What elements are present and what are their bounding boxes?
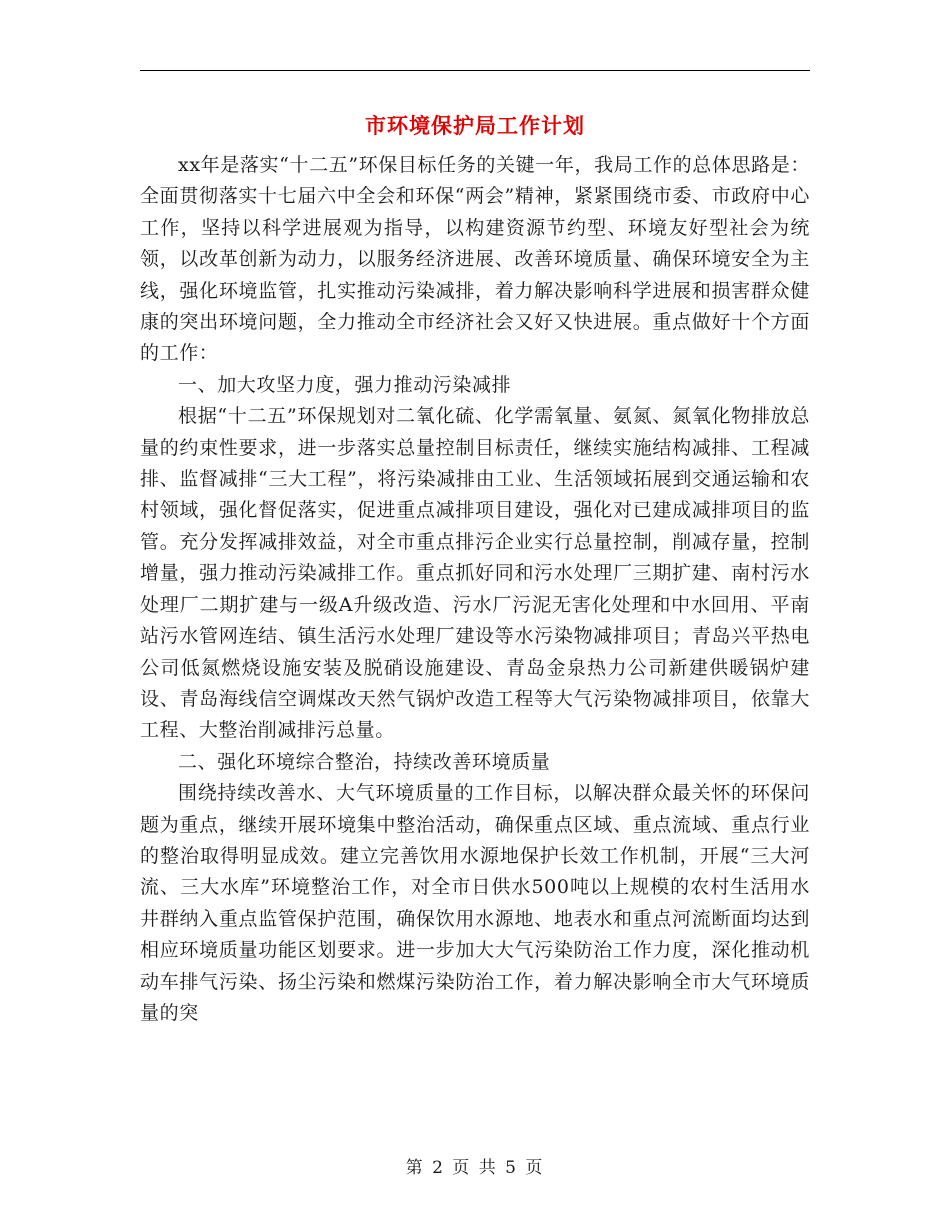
paragraph-section-2: 围绕持续改善水、大气环境质量的工作目标，以解决群众最关怀的环保问题为重点，继续开展环境集中整治活动，确保重点区域、重点流域、重点行业的整治取得明显成效。建立完善饮用水源地保护长效工作机制，开展“三大河流、三大水库”环境整治工作，对全市日供水500吨以上规模的农村生活用水井群纳入重点监管保护范围，确保饮用水源地、地表水和重点河流断面均达到相应环境质量功能区划要求。进一步加大大气污染防治工作力度，深化推动机动车排气污染、扬尘污染和燃煤污染防治工作，着力解决影响全市大气环境质量的突 bbox=[140, 782, 810, 1024]
section-heading-1: 一、加大攻坚力度，强力推动污染减排 bbox=[178, 373, 512, 396]
page-number-footer: 第 2 页 共 5 页 bbox=[405, 1158, 545, 1178]
header-rule bbox=[140, 70, 810, 71]
section-heading-2: 二、强化环境综合整治，持续改善环境质量 bbox=[178, 750, 551, 773]
document-title: 市环境保护局工作计划 bbox=[365, 113, 585, 138]
document-body bbox=[140, 150, 810, 1029]
paragraph-intro: xx年是落实“十二五”环保目标任务的关键一年，我局工作的总体思路是：全面贯彻落实十七届六中全会和环保“两会”精神，紧紧围绕市委、市政府中心工作，坚持以科学进展观为指导，以构建资源节约型、环境友好型社会为统领，以改革创新为动力，以服务经济进展、改善环境质量、确保环境安全为主线，强化环境监管，扎实推动污染减排，着力解决影响科学进展和损害群众健康的突出环境问题，全力推动全市经济社会又好又快进展。重点做好十个方面的工作： bbox=[140, 154, 810, 365]
paragraph-section-1: 根据“十二五”环保规划对二氧化硫、化学需氧量、氨氮、氮氧化物排放总量的约束性要求，进一步落实总量控制目标责任，继续实施结构减排、工程减排、监督减排“三大工程”，将污染减排由工业、生活领域拓展到交通运输和农村领域，强化督促落实，促进重点减排项目建设，强化对已建成减排项目的监管。充分发挥减排效益，对全市重点排污企业实行总量控制，削减存量，控制增量，强力推动污染减排工作。重点抓好同和污水处理厂三期扩建、南村污水处理厂二期扩建与一级A升级改造、污水厂污泥无害化处理和中水回用、平南站污水管网连结、镇生活污水处理厂建设等水污染物减排项目；青岛兴平热电公司低氮燃烧设施安装及脱硝设施建设、青岛金泉热力公司新建供暖锅炉建设、青岛海线信空调煤改天然气锅炉改造工程等大气污染物减排项目，依靠大工程、大整治削减排污总量。 bbox=[140, 405, 810, 742]
